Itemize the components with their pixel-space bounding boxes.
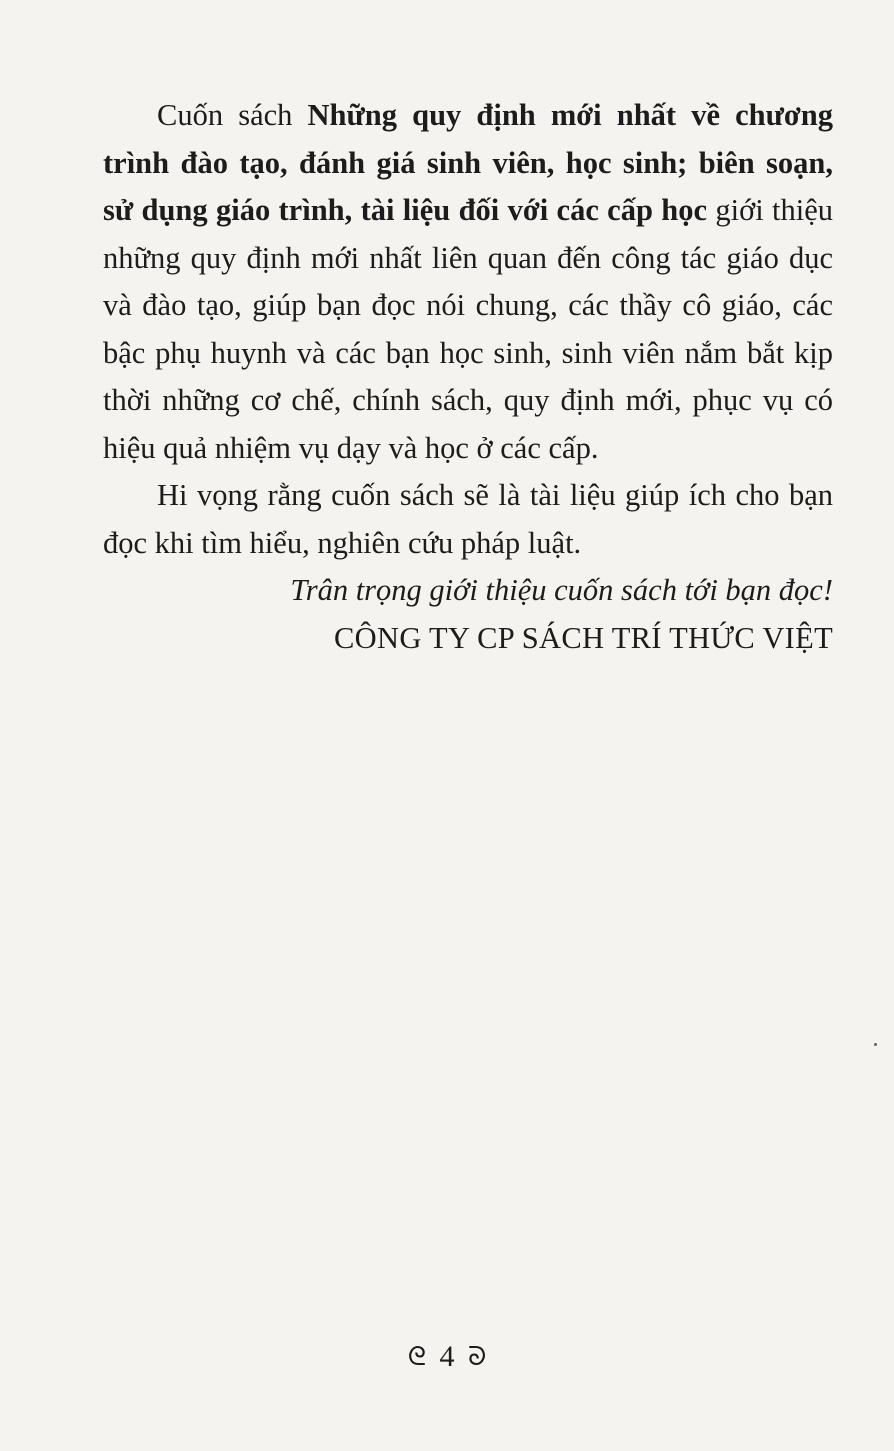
intro-rest-text: giới thiệu những quy định mới nhất liên quan đến công tác giáo dục và đào tạo, giúp bạn đọc nói chung, các thầy cô giáo, các bậc phụ huynh và các bạn học sinh, sinh viên nắm bắt kịp thời những cơ chế, chính sách, quy định mới, phục vụ có hiệu quả nhiệm vụ dạy và học ở các cấp. (103, 193, 833, 465)
ornament-left-icon: ᘓ (407, 1342, 426, 1372)
page-body (103, 92, 833, 662)
book-title: Những quy định mới nhất về chương trình đào tạo, đánh giá sinh viên, học sinh; biên soạn, sử dụng giáo trình, tài liệu đối với các cấp học (103, 98, 833, 227)
publisher-signature: CÔNG TY CP SÁCH TRÍ THỨC VIỆT (334, 620, 833, 655)
intro-lead-text: Cuốn sách (157, 98, 308, 132)
closing-line: Trân trọng giới thiệu cuốn sách tới bạn đọc! (290, 573, 833, 607)
ornament-right-icon: ᘐ (468, 1342, 487, 1372)
intro-paragraph (103, 92, 833, 472)
paper-speck (874, 1043, 877, 1046)
page-footer (0, 1335, 894, 1377)
hope-paragraph: Hi vọng rằng cuốn sách sẽ là tài liệu giúp ích cho bạn đọc khi tìm hiểu, nghiên cứu pháp luật. (103, 478, 833, 560)
page-number: 4 (439, 1340, 455, 1374)
